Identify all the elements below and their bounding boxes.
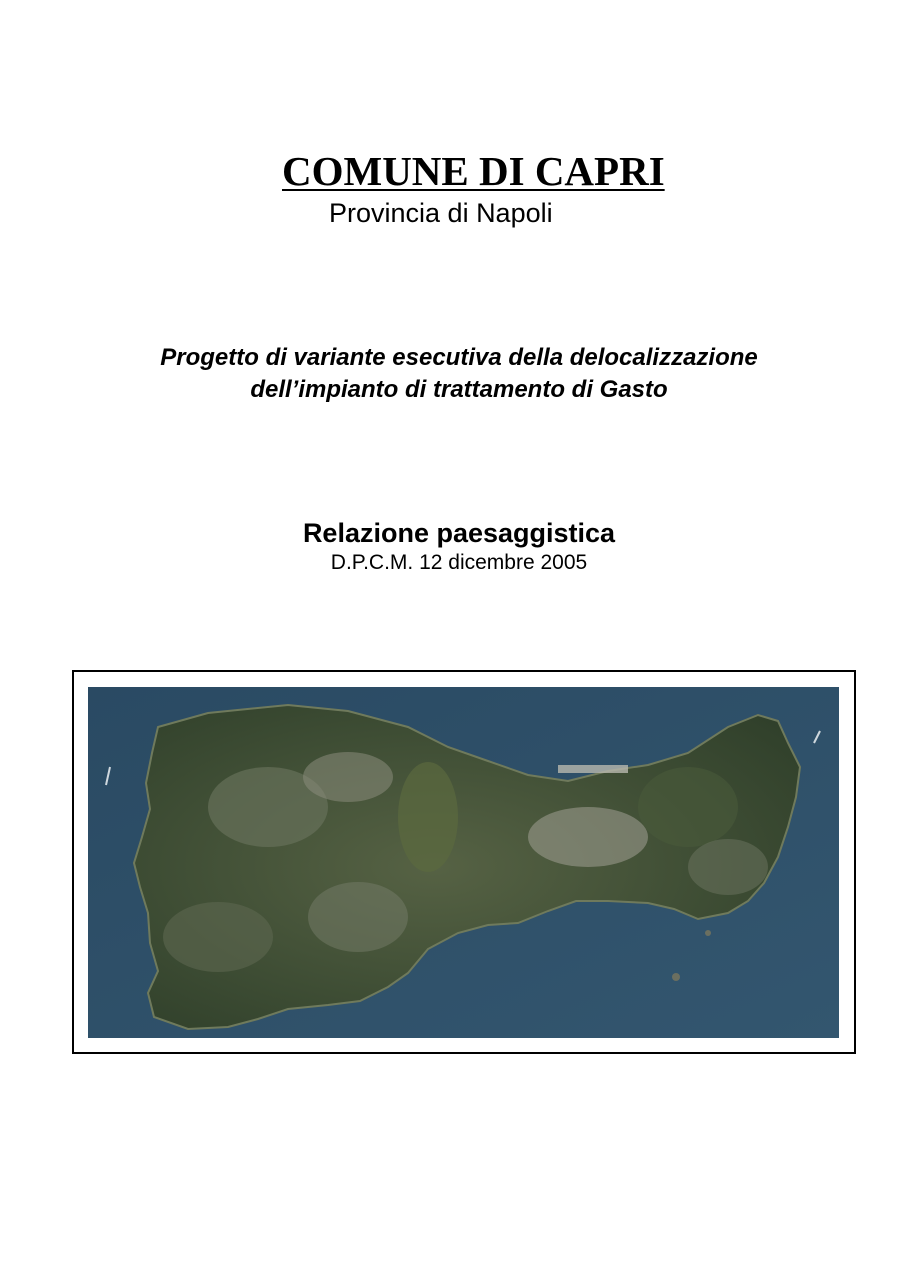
aerial-photo-frame xyxy=(72,670,856,1054)
project-title-line-2: dell’impianto di trattamento di Gasto xyxy=(250,376,668,403)
comune-title: COMUNE DI CAPRI xyxy=(282,148,665,194)
aerial-photo-capri-island xyxy=(88,687,839,1038)
project-title xyxy=(0,342,918,406)
report-reference: D.P.C.M. 12 dicembre 2005 xyxy=(330,551,588,574)
project-title-line-1: Progetto di variante esecutiva della delocalizzazione xyxy=(160,344,758,371)
province-subtitle: Provincia di Napoli xyxy=(329,198,553,228)
report-heading xyxy=(0,516,918,576)
report-title: Relazione paesaggistica xyxy=(302,518,616,548)
